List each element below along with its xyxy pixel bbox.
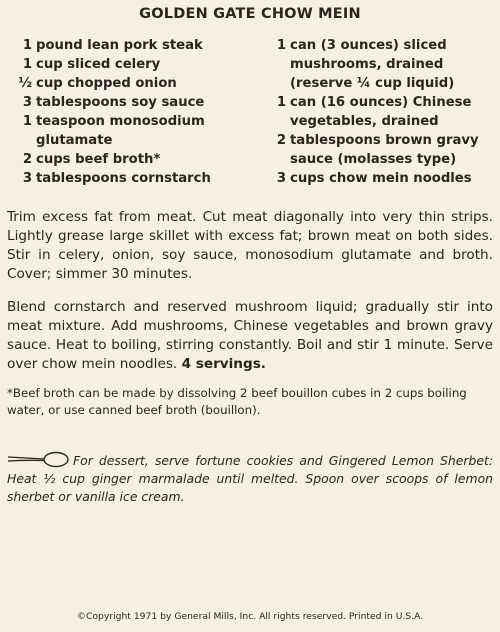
directions-text: Blend cornstarch and reserved mushroom liquid; gradually stir into meat mixture. Add mushrooms, Chinese vegetables and brown gravy sauce. Heat to boiling, stirring constantly. Boil and stir 1 minute. Serve over chow mein noodles. bbox=[7, 299, 493, 372]
recipe-title: GOLDEN GATE CHOW MEIN bbox=[139, 6, 361, 22]
ingredient-qty: 2 bbox=[22, 152, 32, 167]
footnote: *Beef broth can be made by dissolving 2 beef bouillon cubes in 2 cups boiling water, or use canned beef broth (bouillon). bbox=[7, 386, 467, 417]
ingredient-qty: 1 bbox=[22, 38, 32, 53]
servings-text: 4 servings. bbox=[181, 356, 266, 372]
ingredient-text: cup chopped onion bbox=[36, 76, 177, 91]
ingredient-qty: 2 bbox=[276, 133, 286, 148]
ingredient-text: cups chow mein noodles bbox=[290, 171, 472, 186]
ingredient-text: tablespoons cornstarch bbox=[36, 171, 211, 186]
copyright: ©Copyright 1971 by General Mills, Inc. All rights reserved. Printed in U.S.A. bbox=[76, 611, 424, 622]
ingredient-qty: 1 bbox=[22, 57, 32, 72]
ingredient-text: pound lean pork steak bbox=[36, 38, 203, 53]
ingredient-text: tablespoons soy sauce bbox=[36, 95, 205, 110]
ingredients-left bbox=[8, 36, 253, 188]
ingredient-text: tablespoons brown gravy sauce (molasses type) bbox=[290, 133, 479, 167]
ingredient-qty: 1 bbox=[276, 95, 286, 110]
ingredient-item bbox=[8, 55, 253, 74]
ingredient-item bbox=[8, 74, 253, 93]
ingredient-qty: 3 bbox=[22, 171, 32, 186]
ingredient-item bbox=[262, 93, 494, 131]
ingredient-qty: 1 bbox=[22, 114, 32, 129]
ingredient-item bbox=[8, 93, 253, 112]
dessert-tip: For dessert, serve fortune cookies and Gingered Lemon Sherbet: Heat ½ cup ginger marmalade until melted. Spoon over scoops of lemon sherbet or vanilla ice cream. bbox=[7, 453, 493, 504]
ingredient-text: cups beef broth* bbox=[36, 152, 161, 167]
ingredient-item bbox=[8, 36, 253, 55]
ingredient-item bbox=[8, 112, 253, 150]
ingredient-qty: ½ bbox=[18, 76, 32, 91]
ingredients-right bbox=[262, 36, 494, 188]
ingredient-text: cup sliced celery bbox=[36, 57, 161, 72]
ingredient-text: can (3 ounces) sliced mushrooms, drained (reserve ¼ cup liquid) bbox=[290, 38, 455, 91]
directions-paragraph-1: Trim excess fat from meat. Cut meat diagonally into very thin strips. Lightly grease large skillet with excess fat; brown meat on both sides. Stir in celery, onion, soy sauce, monosodium glutamate and broth. Cover; simmer 30 minutes. bbox=[7, 209, 493, 282]
ingredient-qty: 1 bbox=[276, 38, 286, 53]
ingredient-item bbox=[8, 150, 253, 169]
ingredient-item bbox=[262, 36, 494, 93]
ingredient-item bbox=[262, 131, 494, 169]
ingredient-qty: 3 bbox=[276, 171, 286, 186]
ingredient-text: can (16 ounces) Chinese vegetables, drained bbox=[290, 95, 472, 129]
ingredient-text: teaspoon monosodium glutamate bbox=[36, 114, 205, 148]
ingredient-item bbox=[262, 169, 494, 188]
ingredient-qty: 3 bbox=[22, 95, 32, 110]
ingredient-item bbox=[8, 169, 253, 188]
directions-paragraph-2 bbox=[7, 298, 493, 374]
